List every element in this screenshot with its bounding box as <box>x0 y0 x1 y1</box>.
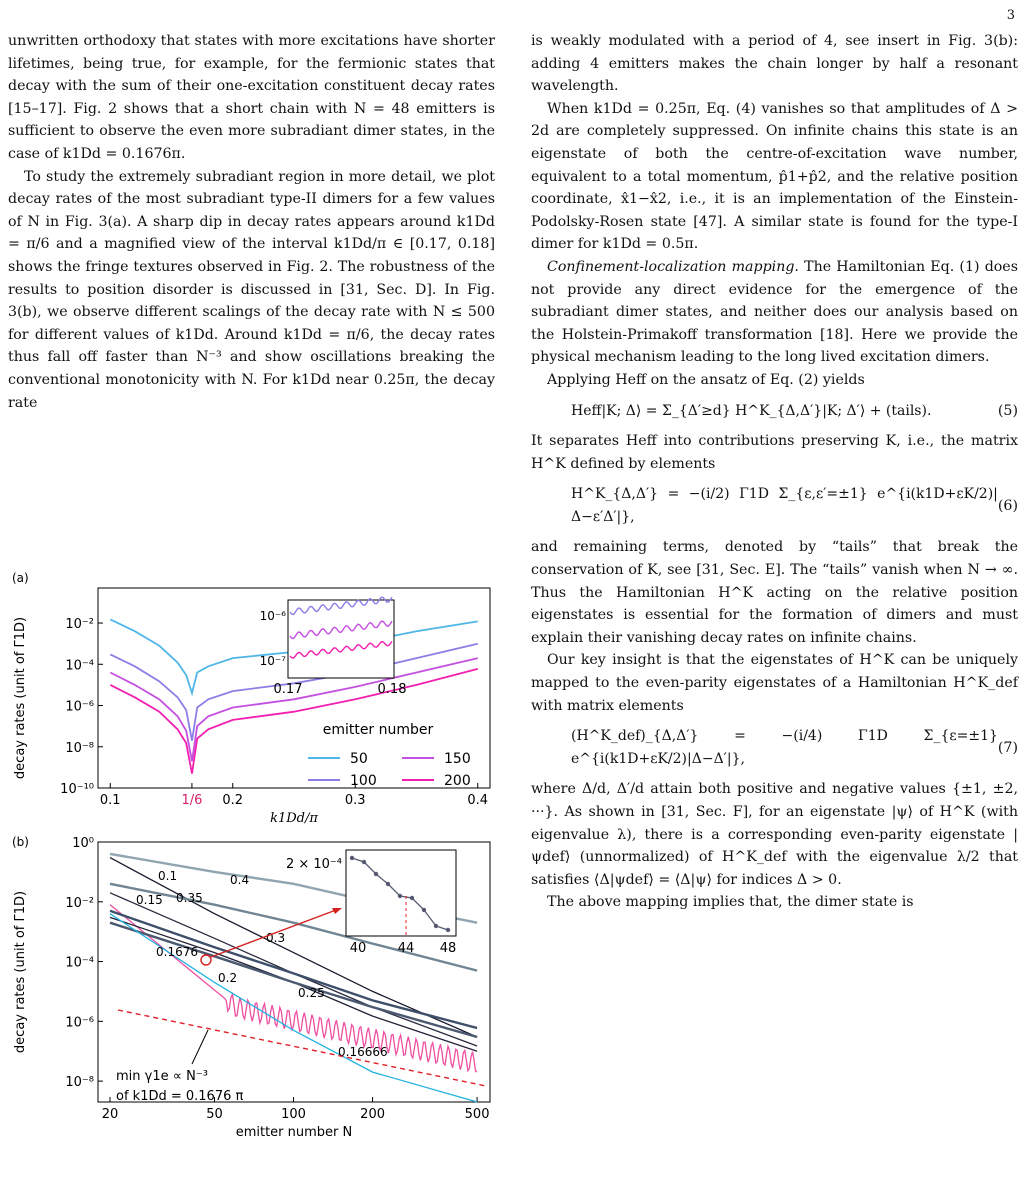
panel-a-chart <box>8 568 498 828</box>
panel-a-inset-ytick-1: 10⁻⁶ <box>259 609 286 623</box>
left-column <box>8 30 495 414</box>
panel-b-curve-label: 0.4 <box>230 873 250 887</box>
panel-a-y-ticks <box>60 617 103 797</box>
panel-a-label: (a) <box>12 571 29 585</box>
panel-b-ytick-label: 10⁻⁴ <box>65 955 94 971</box>
equation-5 <box>531 400 1018 423</box>
panel-b-xtick-label: 200 <box>360 1107 386 1122</box>
panel-a-legend <box>308 751 471 789</box>
equation-5-body: Heff|K; Δ⟩ = Σ_{Δ′≥d} H^K_{Δ,Δ′}|K; Δ′⟩ + (tails). <box>571 402 932 419</box>
page-number: 3 <box>1006 8 1015 23</box>
panel-a-ytick-label: 10⁻⁸ <box>65 740 94 756</box>
panel-b-xtick-label: 50 <box>206 1107 223 1122</box>
panel-a-ytick-label: 10⁻² <box>65 617 94 633</box>
right-paragraph-4: Applying Heff on the ansatz of Eq. (2) yields <box>547 371 865 388</box>
left-paragraph-2: To study the extremely subradiant region in more detail, we plot decay rates of the most subradiant type-II dimers for a few values of N in Fig. 3(a). A sharp dip in decay rates appears around k1Dd = π/6 and a magnified view of the interval k1Dd/π ∈ [0.17, 0.18] shows the fringe textures observed in Fig. 2. The robustness of the results to position disorder is discussed in [31, Sec. D]. In Fig. 3(b), we observe different scalings of the decay rate with N ≤ 500 for different values of k1Dd. Around k1Dd = π/6, the decay rates thus fall off faster than N⁻³ and show oscillations breaking the conventional monotonicity with N. For k1Dd near 0.25π, the decay rate <box>8 168 495 411</box>
panel-b-inset-point <box>398 894 402 898</box>
panel-b-annotation-2: of k1Dd = 0.1676 π <box>116 1089 244 1104</box>
panel-b-series-line-0.2 <box>110 917 477 1051</box>
equation-7 <box>531 725 1018 770</box>
panel-a-xtick-label: 0.3 <box>344 793 366 808</box>
panel-b-y-ticks <box>65 836 103 1090</box>
section-title: Confinement-localization mapping. <box>547 258 799 275</box>
figure-panel-a <box>8 568 498 828</box>
panel-b-highlight-circle <box>201 955 211 965</box>
panel-b-inset-point <box>446 928 450 932</box>
panel-b-ylabel: decay rates (unit of Γ1D) <box>13 890 28 1054</box>
panel-b-curve-label: 0.1676 <box>156 945 198 959</box>
left-paragraph-1: unwritten orthodoxy that states with more excitations have shorter lifetimes, being true, for example, for the fermionic states that decay with the sum of their one-excitation constituent decay rates [15–17]. Fig. 2 shows that a short chain with N = 48 emitters is sufficient to observe the even more subradiant dimer states, in the case of k1Dd = 0.1676π. <box>8 33 495 162</box>
right-paragraph-7: Our key insight is that the eigenstates of H^K can be uniquely mapped to the even-parity eigenstates of a Hamiltonian H^K_def with matrix elements <box>531 652 1018 714</box>
panel-a-inset-xtick-2: 0.18 <box>377 682 407 697</box>
panel-a-xtick-label: 0.2 <box>222 793 244 808</box>
panel-a-legend-label: 200 <box>444 773 471 789</box>
equation-6-body: H^K_{Δ,Δ′} = −(i/2) Γ1D Σ_{ε,ε′=±1} e^{i(k1D+εK/2)|Δ−ε′Δ′|}, <box>571 486 998 525</box>
panel-b-ytick-label: 10⁻⁸ <box>65 1075 94 1091</box>
panel-a-legend-label: 100 <box>350 773 377 789</box>
panel-b-inset-xtick-2: 44 <box>397 941 415 956</box>
right-paragraph-9: The above mapping implies that, the dimer state is <box>547 894 914 911</box>
panel-a-ytick-label: 10⁻¹⁰ <box>60 782 94 797</box>
panel-b-chart <box>8 832 498 1142</box>
panel-b-inset-xtick-3: 48 <box>439 941 457 956</box>
equation-5-number: (5) <box>997 402 1018 419</box>
equation-6-number: (6) <box>997 497 1018 514</box>
right-paragraph-3 <box>531 256 1018 369</box>
panel-b-annotation-1: min γ1e ∝ N⁻³ <box>116 1069 208 1084</box>
panel-b-inset-point <box>410 896 414 900</box>
panel-a-xtick-label: 0.1 <box>99 793 121 808</box>
equation-7-number: (7) <box>997 739 1018 756</box>
panel-b-annotation-arrow <box>192 1030 208 1064</box>
panel-b-inset-point <box>362 860 366 864</box>
panel-a-xlabel: k1Dd/π <box>270 811 318 826</box>
right-paragraph-5: It separates Heff into contributions preserving K, i.e., the matrix H^K defined by elements <box>531 433 1018 472</box>
right-column <box>531 30 1018 914</box>
panel-b-xtick-label: 500 <box>464 1107 490 1122</box>
panel-a-x-ticks <box>100 783 488 808</box>
panel-b-curve-label: 0.2 <box>218 971 238 985</box>
section-text: The Hamiltonian Eq. (1) does not provide any direct evidence for the emergence of the subradiant dimer states, and neither does our analysis based on the Holstein-Primakoff transformation [18]. Here we provide the physical mechanism leading to the long lived excitation dimers. <box>531 258 1018 366</box>
panel-b-inset-xtick-1: 40 <box>349 941 367 956</box>
panel-b-curve-label: 0.16666 <box>338 1045 388 1059</box>
panel-b-ytick-label: 10⁻² <box>65 895 94 911</box>
panel-b-curve-label: 0.3 <box>266 931 286 945</box>
panel-b-arrowhead <box>332 908 342 914</box>
panel-a-inset-frame <box>288 600 394 678</box>
panel-a-ytick-label: 10⁻⁶ <box>65 699 94 715</box>
equation-6 <box>531 483 1018 528</box>
panel-a-xtick-label: 0.4 <box>467 793 489 808</box>
panel-a-legend-label: 150 <box>444 751 471 767</box>
panel-b-inset-ylabel: 2 × 10⁻⁴ <box>285 857 342 872</box>
panel-b-ytick-label: 10⁰ <box>72 836 94 851</box>
panel-a-xtick-label: 1/6 <box>181 793 203 808</box>
panel-a-ylabel: decay rates (unit of Γ1D) <box>13 616 28 780</box>
panel-b-inset-point <box>422 908 426 912</box>
panel-a-legend-label: 50 <box>350 751 368 767</box>
panel-b-inset-point <box>350 856 354 860</box>
panel-b-curve-label: 0.15 <box>136 893 163 907</box>
panel-a-ytick-label: 10⁻⁴ <box>65 658 94 674</box>
panel-b-xtick-label: 20 <box>101 1107 119 1122</box>
right-paragraph-6: and remaining terms, denoted by “tails” that break the conservation of K, see [31, Sec. E]. The “tails” vanish when N → ∞. Thus the Hamiltonian H^K acting on the relative position eigenstates is essential for the formation of dimers and must explain their vanishing decay rates on infinite chains. <box>531 539 1018 646</box>
panel-b-curve-label: 0.25 <box>298 986 325 1000</box>
panel-b-curve-label: 0.35 <box>176 891 203 905</box>
panel-b-inset-point <box>386 882 390 886</box>
figure-panel-b <box>8 832 498 1142</box>
panel-b-inset-point <box>434 924 438 928</box>
right-paragraph-2: When k1Dd = 0.25π, Eq. (4) vanishes so that amplitudes of Δ > 2d are completely suppressed. On infinite chains this state is an eigenstate of both the centre-of-excitation wave number, equivalent to a total momentum, p̂1+p̂2, and the relative position coordinate, x̂1−x̂2, i.e., it is an implementation of the Einstein-Podolsky-Rosen state [47]. A similar state is found for the type-I dimer for k1Dd = 0.5π. <box>531 100 1018 253</box>
panel-b-ytick-label: 10⁻⁶ <box>65 1015 94 1031</box>
right-paragraph-8: where Δ/d, Δ′/d attain both positive and negative values {±1, ±2, ···}. As shown in [31, Sec. F], for an eigenstate |ψ⟩ of H^K (with eigenvalue λ), there is a corresponding even-parity eigenstate |ψdef⟩ (unnormalized) of H^K_def with the eigenvalue λ/2 that satisfies ⟨Δ|ψdef⟩ = ⟨Δ|ψ⟩ for indices Δ > 0. <box>531 781 1018 888</box>
panel-a-legend-title: emitter number <box>322 722 434 738</box>
equation-7-body: (H^K_def)_{Δ,Δ′} = −(i/4) Γ1D Σ_{ε=±1} e^{i(k1D+εK/2)|Δ−Δ′|}, <box>571 728 998 767</box>
panel-a-inset-ytick-2: 10⁻⁷ <box>259 654 286 668</box>
panel-b-xtick-label: 100 <box>281 1107 306 1122</box>
panel-b-inset-point <box>374 872 378 876</box>
right-paragraph-1: is weakly modulated with a period of 4, see insert in Fig. 3(b): adding 4 emitters makes the chain longer by half a resonant wavelength. <box>531 33 1018 95</box>
panel-b-curve-label: 0.1 <box>158 869 178 883</box>
panel-a-inset-xtick-1: 0.17 <box>273 682 303 697</box>
panel-b-xlabel: emitter number N <box>235 1125 353 1140</box>
panel-b-label: (b) <box>12 835 29 849</box>
